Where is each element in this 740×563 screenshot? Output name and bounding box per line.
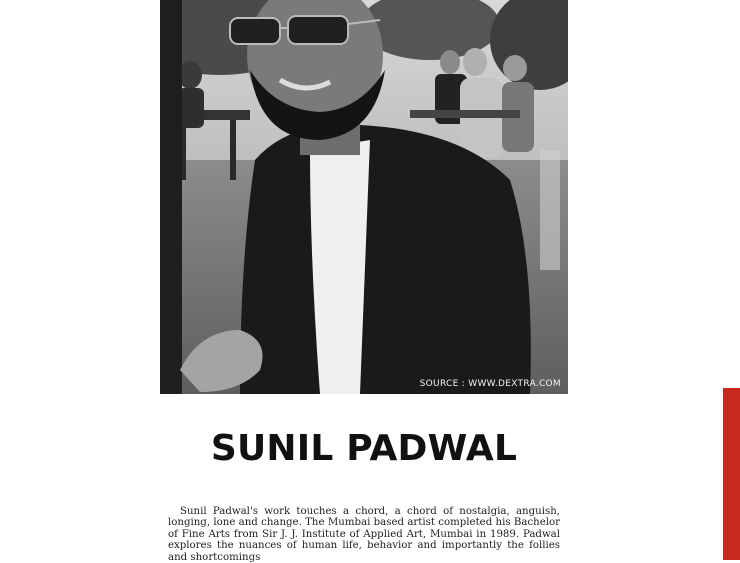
artist-name-heading: SUNIL PADWAL <box>210 428 518 469</box>
artist-photo <box>160 0 568 394</box>
artist-photo-image <box>160 0 568 394</box>
accent-bar <box>723 388 740 560</box>
photo-credit: SOURCE : WWW.DEXTRA.COM <box>419 379 561 389</box>
artist-bio-paragraph: Sunil Padwal's work touches a chord, a chord of nostalgia, anguish, longing, lone and change. The Mumbai based artist completed his Bachelor of Fine Arts from Sir J. J. Institute of Applied Art, Mumbai in 1989. Padwal explores the nuances of human life, behavior and importantly the follies and shortcomings <box>168 506 560 563</box>
